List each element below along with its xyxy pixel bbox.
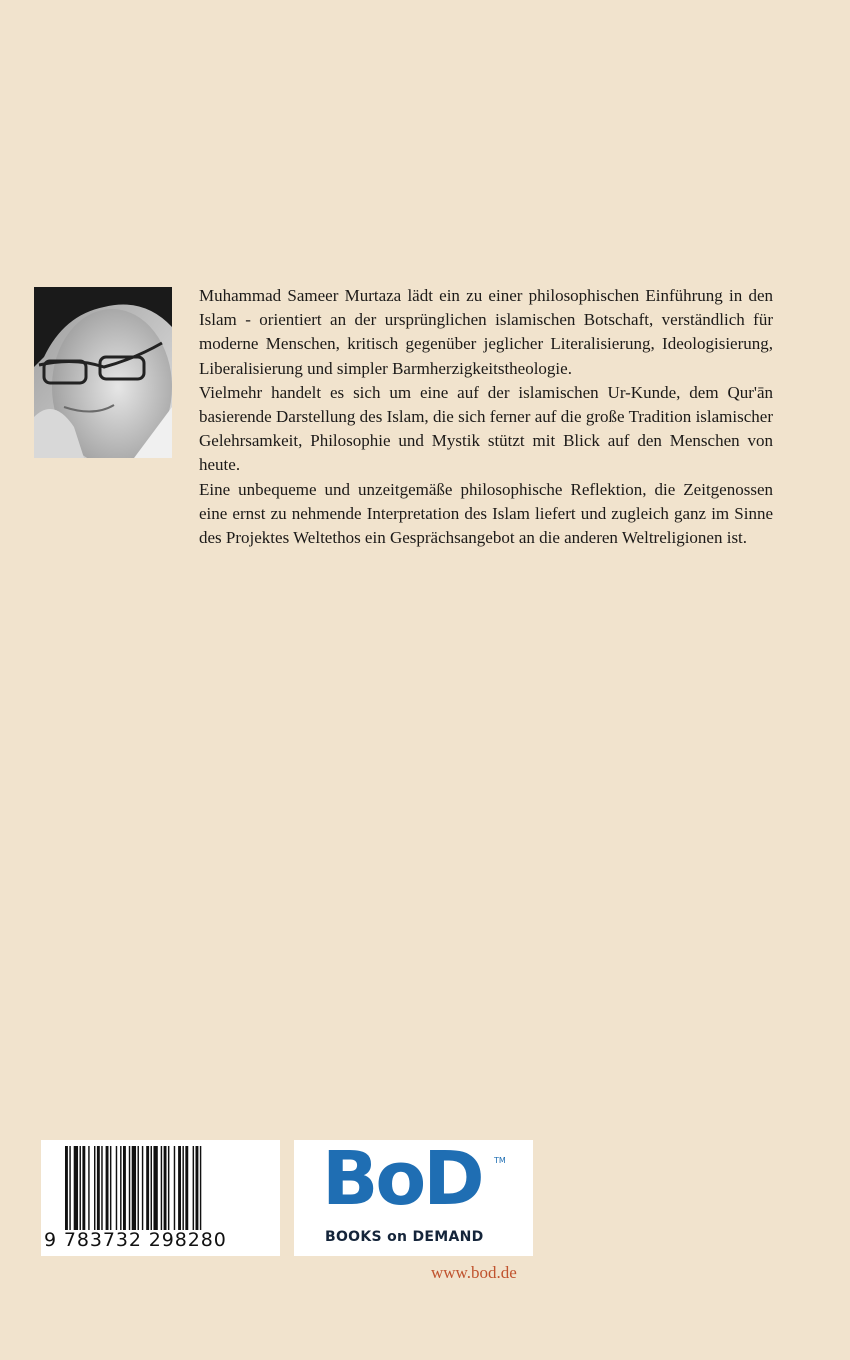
author-photo (34, 287, 172, 458)
bod-tagline: BOOKS on DEMAND (325, 1229, 484, 1245)
description-paragraph-3: Eine unbequeme und unzeitgemäße philosophische Reflektion, die Zeitgenossen eine ernst zu nehmende Interpretation des Islam liefert und zugleich ganz im Sinne des Projektes Weltethos ein Gesprächsangebot an die anderen Weltreligionen ist. (199, 479, 773, 548)
bod-logo-wordmark: BoD (322, 1136, 482, 1222)
isbn-barcode (41, 1140, 280, 1256)
description-paragraph-1: Muhammad Sameer Murtaza lädt ein zu einer philosophischen Einführung in den Islam - orientiert an der ursprünglichen islamischen Botschaft, verständlich für moderne Menschen, kritisch gegenüber jeglicher Literalisierung, Ideologisierung, Liberalisierung und simpler Barmherzigkeitstheologie. (199, 286, 773, 378)
description-paragraph-2: Vielmehr handelt es sich um eine auf der islamischen Ur-Kunde, dem Qur'ān basierende Darstellung des Islam, die sich ferner auf die große Tradition islamischer Gelehrsamkeit, Philosophie und Mystik stützt mit Blick auf den Menschen von heute. (199, 382, 773, 475)
book-description (199, 284, 773, 550)
publisher-logo (294, 1136, 533, 1256)
publisher-url: www.bod.de (431, 1263, 517, 1282)
isbn-number: 9 783732 298280 (44, 1229, 227, 1251)
trademark-mark: TM (494, 1156, 506, 1165)
